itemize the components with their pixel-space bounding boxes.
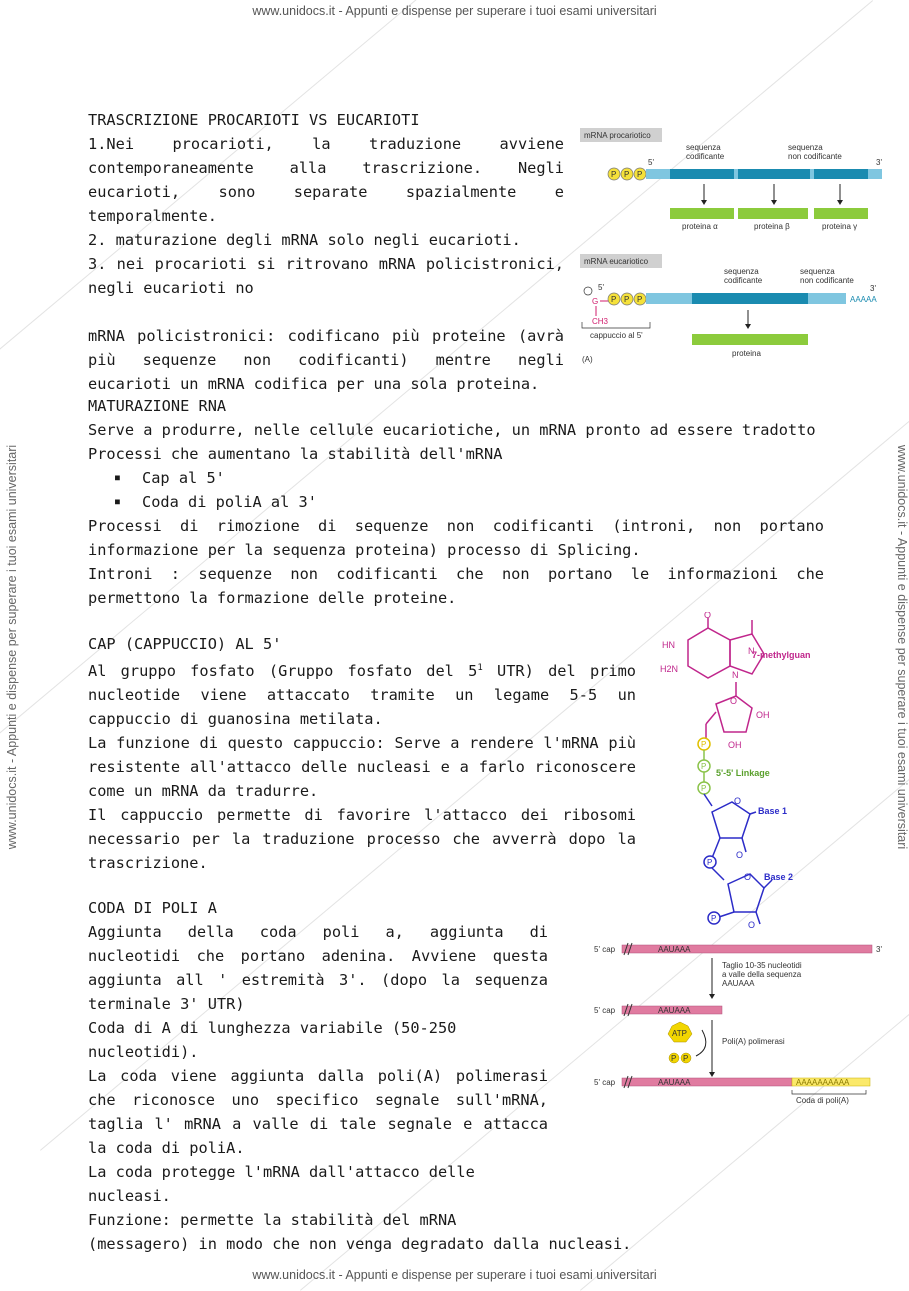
watermark-top: www.unidocs.it - Appunti e dispense per superare i tuoi esami universitari xyxy=(252,4,657,18)
svg-text:5'-5' Linkage: 5'-5' Linkage xyxy=(716,768,770,778)
paragraph: mRNA policistronici: codificano più proteine (avrà più sequenze non codificanti) mentre negli eucarioti un mRNA codifica per una sola proteina. xyxy=(88,327,564,393)
svg-text:5': 5' xyxy=(648,158,654,167)
prok-label: mRNA procariotico xyxy=(584,131,651,140)
svg-text:Coda di poli(A): Coda di poli(A) xyxy=(796,1096,849,1105)
svg-text:3': 3' xyxy=(870,284,876,293)
svg-text:proteina β: proteina β xyxy=(754,222,790,231)
svg-text:P: P xyxy=(624,295,630,304)
svg-text:Poli(A) polimerasi: Poli(A) polimerasi xyxy=(722,1037,785,1046)
svg-text:non codificante: non codificante xyxy=(788,152,842,161)
section-title: CAP (CAPPUCCIO) AL 5' xyxy=(88,635,282,653)
svg-text:AAUAAA: AAUAAA xyxy=(658,1078,691,1087)
svg-text:3': 3' xyxy=(876,158,882,167)
section-title: CODA DI POLI A xyxy=(88,899,217,917)
bullet-item: ■ Cap al 5' xyxy=(88,466,824,490)
svg-text:ATP: ATP xyxy=(672,1029,687,1038)
svg-text:a valle della sequenza: a valle della sequenza xyxy=(722,970,802,979)
svg-text:P: P xyxy=(671,1054,677,1063)
svg-text:AAAAAAAAAA: AAAAAAAAAA xyxy=(796,1078,850,1087)
svg-text:O: O xyxy=(704,612,712,620)
mrna-comparison-figure xyxy=(578,124,888,368)
paragraph: La coda protegge l'mRNA dall'attacco delle nucleasi. xyxy=(88,1163,475,1205)
svg-text:P: P xyxy=(611,170,617,179)
paragraph: Serve a produrre, nelle cellule eucariotiche, un mRNA pronto ad essere tradotto xyxy=(88,421,816,439)
triphosphate-euk xyxy=(608,293,646,305)
paragraph: La funzione di questo cappuccio: Serve a rendere l'mRNA più resistente all'attacco delle nucleasi e a farlo riconoscere come un mRNA da tradurre. xyxy=(88,734,636,801)
svg-text:P: P xyxy=(624,170,630,179)
svg-text:proteina α: proteina α xyxy=(682,222,718,231)
svg-text:proteina γ: proteina γ xyxy=(822,222,858,231)
svg-text:Taglio 10-35 nucleotidi: Taglio 10-35 nucleotidi xyxy=(722,961,802,970)
triphosphate xyxy=(608,168,646,180)
svg-text:OH: OH xyxy=(756,710,770,720)
paragraph: Il cappuccio permette di favorire l'attacco dei ribosomi necessario per la traduzione processo che avverrà dopo la trascrizione. xyxy=(88,806,636,873)
svg-text:7-methylguan: 7-methylguan xyxy=(752,650,811,660)
svg-text:5' cap: 5' cap xyxy=(594,945,616,954)
paragraph: Processi che aumentano la stabilità dell'mRNA xyxy=(88,445,503,463)
watermark-left: www.unidocs.it - Appunti e dispense per superare i tuoi esami universitari xyxy=(5,444,19,850)
svg-text:non codificante: non codificante xyxy=(800,276,854,285)
section-title: MATURAZIONE RNA xyxy=(88,397,227,415)
svg-text:cappuccio al 5': cappuccio al 5' xyxy=(590,331,643,340)
svg-text:P: P xyxy=(637,295,643,304)
paragraph: Aggiunta della coda poli a, aggiunta di nucleotidi che portano adenina. Avviene questa aggiunta all ' estremità 3'. (dopo la sequenza terminale 3' UTR) xyxy=(88,923,548,1013)
svg-text:P: P xyxy=(701,784,707,793)
svg-text:O: O xyxy=(730,696,738,706)
svg-text:P: P xyxy=(637,170,643,179)
svg-text:AAAAA: AAAAA xyxy=(850,295,877,304)
bullet-item: ■ Coda di poliA al 3' xyxy=(88,490,824,514)
svg-text:sequenza: sequenza xyxy=(800,267,835,276)
svg-text:AAUAAA: AAUAAA xyxy=(722,979,755,988)
watermark-bottom: www.unidocs.it - Appunti e dispense per superare i tuoi esami universitari xyxy=(252,1268,657,1282)
svg-text:P: P xyxy=(701,762,707,771)
section-title: TRASCRIZIONE PROCARIOTI VS EUCARIOTI xyxy=(88,111,420,129)
paragraph: Al gruppo fosfato (Gruppo fosfato del $5^1$ UTR) del primo nucleotide viene attaccato tramite un legame 5-5 un cappuccio di guanosina metilata. xyxy=(88,662,636,729)
svg-text:5': 5' xyxy=(598,283,604,292)
paragraph: 2. maturazione degli mRNA solo negli eucarioti. xyxy=(88,231,521,249)
svg-text:sequenza: sequenza xyxy=(724,267,759,276)
svg-text:AAUAAA: AAUAAA xyxy=(658,945,691,954)
svg-text:H2N: H2N xyxy=(660,664,679,674)
svg-text:codificante: codificante xyxy=(686,152,725,161)
svg-text:P: P xyxy=(707,858,713,867)
svg-text:5' cap: 5' cap xyxy=(594,1078,616,1087)
svg-text:OH: OH xyxy=(728,740,742,750)
svg-text:Base 1: Base 1 xyxy=(758,806,788,816)
svg-text:Base 2: Base 2 xyxy=(764,872,794,882)
svg-text:O: O xyxy=(744,872,752,882)
euk-label: mRNA eucariotico xyxy=(584,257,649,266)
svg-text:N: N xyxy=(748,646,755,656)
svg-text:O: O xyxy=(736,850,744,860)
svg-text:sequenza: sequenza xyxy=(686,143,721,152)
svg-text:O: O xyxy=(748,920,756,930)
section-maturazione xyxy=(88,394,824,610)
svg-text:(A): (A) xyxy=(582,355,593,364)
svg-text:sequenza: sequenza xyxy=(788,143,823,152)
svg-text:P: P xyxy=(683,1054,689,1063)
svg-text:HN: HN xyxy=(662,640,675,650)
svg-text:N: N xyxy=(732,670,739,680)
paragraph: Processi di rimozione di sequenze non codificanti (introni, non portano informazione per la sequenza proteina) processo di Splicing. xyxy=(88,517,824,559)
paragraph: Coda di A di lunghezza variabile (50-250 nucleotidi). xyxy=(88,1019,457,1061)
svg-text:3': 3' xyxy=(876,945,882,954)
watermark-right: www.unidocs.it - Appunti e dispense per superare i tuoi esami universitari xyxy=(895,444,909,850)
paragraph: 3. nei procarioti si ritrovano mRNA policistronici, negli eucarioti no xyxy=(88,255,564,297)
svg-text:codificante: codificante xyxy=(724,276,763,285)
svg-text:AAUAAA: AAUAAA xyxy=(658,1006,691,1015)
paragraph: Funzione: permette la stabilità del mRNA xyxy=(88,1211,457,1229)
svg-text:P: P xyxy=(701,740,707,749)
paragraph: (messagero) in modo che non venga degradato dalla nucleasi. xyxy=(88,1235,632,1253)
svg-text:O: O xyxy=(734,796,742,806)
paragraph: 1.Nei procarioti, la traduzione avviene contemporaneamente alla trascrizione. Negli eucarioti, sono separate spazialmente e temporalmente. xyxy=(88,135,564,225)
paragraph: Introni : sequenze non codificanti che non portano le informazioni che permettono la formazione delle proteine. xyxy=(88,565,824,607)
svg-text:5' cap: 5' cap xyxy=(594,1006,616,1015)
svg-text:G: G xyxy=(592,297,599,306)
paragraph: La coda viene aggiunta dalla poli(A) polimerasi che riconosce uno specifico segnale sull'mRNA, taglia l' mRNA a valle di tale segnale e attacca la coda di poliA. xyxy=(88,1067,548,1157)
polyadenylation-figure xyxy=(592,938,892,1108)
svg-text:CH3: CH3 xyxy=(592,317,609,326)
svg-text:P: P xyxy=(711,914,717,923)
svg-text:proteina: proteina xyxy=(732,349,761,358)
section-prok-vs-euk xyxy=(88,108,564,396)
cap-structure-figure xyxy=(652,612,832,934)
section-cap xyxy=(88,632,636,875)
svg-text:P: P xyxy=(611,295,617,304)
